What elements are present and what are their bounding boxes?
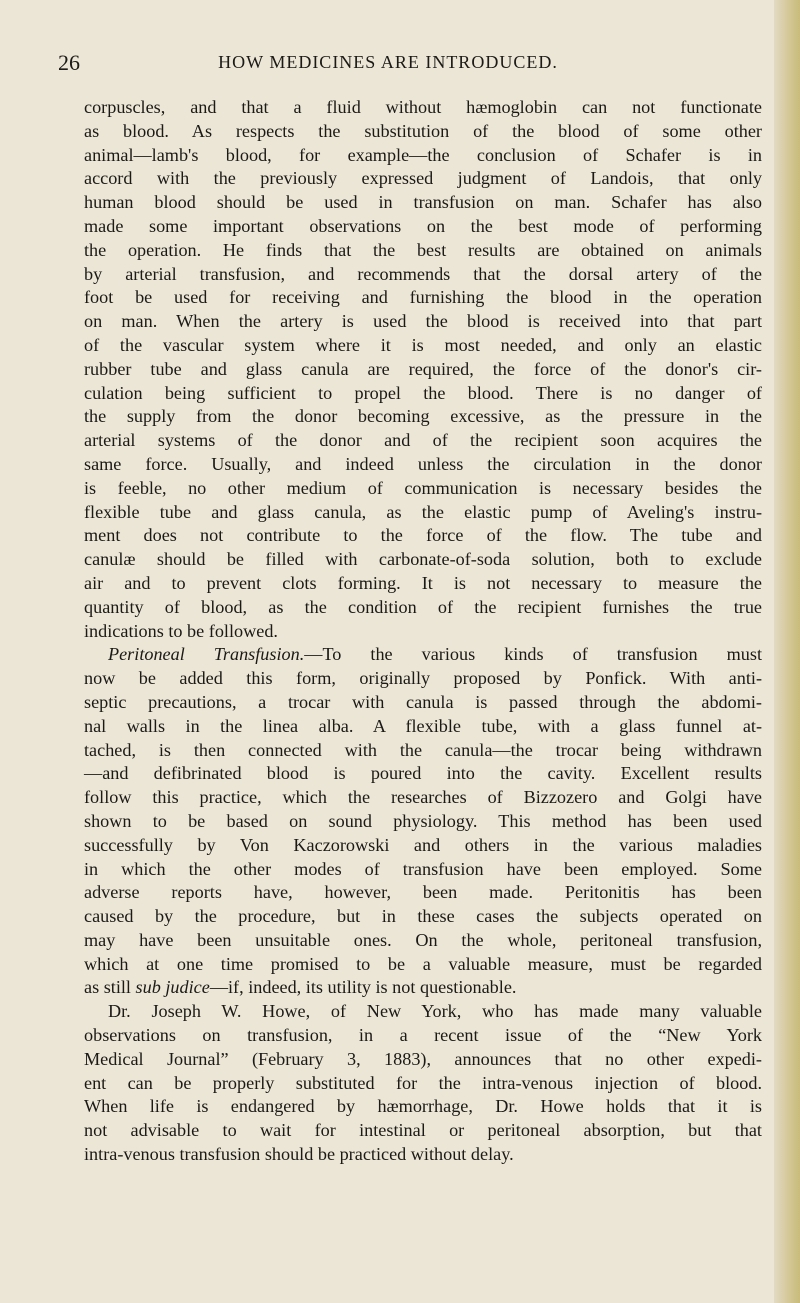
text-line: Medical Journal” (February 3, 1883), announces that no other expedi- — [84, 1048, 762, 1069]
text-line: foot be used for receiving and furnishing the blood in the operation — [84, 287, 762, 308]
text-line: the operation. He finds that the best results are obtained on animals — [84, 239, 762, 260]
body-text — [84, 96, 762, 1167]
text-line — [84, 643, 762, 667]
text-line: the supply from the donor becoming excessive, as the pressure in the — [84, 406, 762, 427]
text-line: as blood. As respects the substitution of the blood of some other — [84, 120, 762, 141]
text-span: —To the various kinds of transfusion must — [304, 644, 762, 665]
text-line: caused by the procedure, but in these cases the subjects operated on — [84, 906, 762, 927]
text-line: observations on transfusion, in a recent issue of the “New York — [84, 1025, 762, 1046]
text-line: flexible tube and glass canula, as the elastic pump of Aveling's instru- — [84, 501, 762, 522]
running-head: HOW MEDICINES ARE INTRODUCED. — [218, 52, 558, 72]
paragraph-3 — [84, 1000, 762, 1167]
text-line: septic precautions, a trocar with canula is passed through the abdomi- — [84, 691, 762, 712]
latin-phrase: sub judice — [135, 977, 210, 998]
text-span: as still — [84, 977, 136, 998]
paragraph-1 — [84, 96, 762, 643]
text-line: accord with the previously expressed judgment of Landois, that only — [84, 168, 762, 189]
text-line: When life is endangered by hæmorrhage, Dr. Howe holds that it is — [84, 1096, 762, 1117]
text-line: made some important observations on the best mode of performing — [84, 215, 762, 236]
text-line: which at one time promised to be a valuable measure, must be regarded — [84, 953, 762, 974]
text-line: by arterial transfusion, and recommends that the dorsal artery of the — [84, 263, 762, 284]
text-line: rubber tube and glass canula are required, the force of the donor's cir- — [84, 358, 762, 379]
text-line: corpuscles, and that a fluid without hæmoglobin can not functionate — [84, 97, 762, 117]
text-line: human blood should be used in transfusion on man. Schafer has also — [84, 192, 762, 213]
text-line: culation being sufficient to propel the blood. There is no danger of — [84, 382, 762, 403]
text-line: nal walls in the linea alba. A flexible tube, with a glass funnel at- — [84, 715, 762, 736]
page-edge — [774, 0, 800, 1303]
text-line: canulæ should be filled with carbonate-of-soda solution, both to exclude — [84, 549, 762, 570]
text-line: may have been unsuitable ones. On the whole, peritoneal transfusion, — [84, 929, 762, 950]
text-line: quantity of blood, as the condition of the recipient furnishes the true — [84, 596, 762, 617]
text-line: successfully by Von Kaczorowski and others in the various maladies — [84, 834, 762, 855]
text-span: —if, indeed, its utility is not questionable. — [209, 977, 517, 998]
text-line: in which the other modes of transfusion have been employed. Some — [84, 858, 762, 879]
text-line — [84, 976, 762, 1000]
page-header — [58, 50, 718, 76]
text-line: same force. Usually, and indeed unless the circulation in the donor — [84, 453, 762, 474]
text-line: tached, is then connected with the canula—the trocar being withdrawn — [84, 739, 762, 760]
text-line: —and defibrinated blood is poured into the cavity. Excellent results — [84, 763, 762, 784]
text-line: indications to be followed. — [84, 620, 278, 641]
text-line: intra-venous transfusion should be practiced without delay. — [84, 1144, 514, 1165]
paragraph-2 — [84, 643, 762, 1000]
text-line: arterial systems of the donor and of the recipient soon acquires the — [84, 430, 762, 451]
text-line: animal—lamb's blood, for example—the conclusion of Schafer is in — [84, 144, 762, 165]
text-line: is feeble, no other medium of communication is necessary besides the — [84, 477, 762, 498]
text-line: Dr. Joseph W. Howe, of New York, who has made many valuable — [108, 1001, 762, 1022]
text-line: ment does not contribute to the force of the flow. The tube and — [84, 525, 762, 546]
text-line: of the vascular system where it is most needed, and only an elastic — [84, 334, 762, 355]
text-line: adverse reports have, however, been made. Peritonitis has been — [84, 882, 762, 903]
page-number: 26 — [58, 50, 80, 75]
text-line: follow this practice, which the researches of Bizzozero and Golgi have — [84, 787, 762, 808]
section-heading: Peritoneal Transfusion. — [108, 644, 305, 665]
text-line: on man. When the artery is used the blood is received into that part — [84, 311, 762, 332]
text-line: shown to be based on sound physiology. This method has been used — [84, 810, 762, 831]
text-line: not advisable to wait for intestinal or peritoneal absorption, but that — [84, 1120, 762, 1141]
text-line: now be added this form, originally proposed by Ponfick. With anti- — [84, 668, 762, 689]
text-line: ent can be properly substituted for the intra-venous injection of blood. — [84, 1072, 762, 1093]
text-line: air and to prevent clots forming. It is not necessary to measure the — [84, 572, 762, 593]
